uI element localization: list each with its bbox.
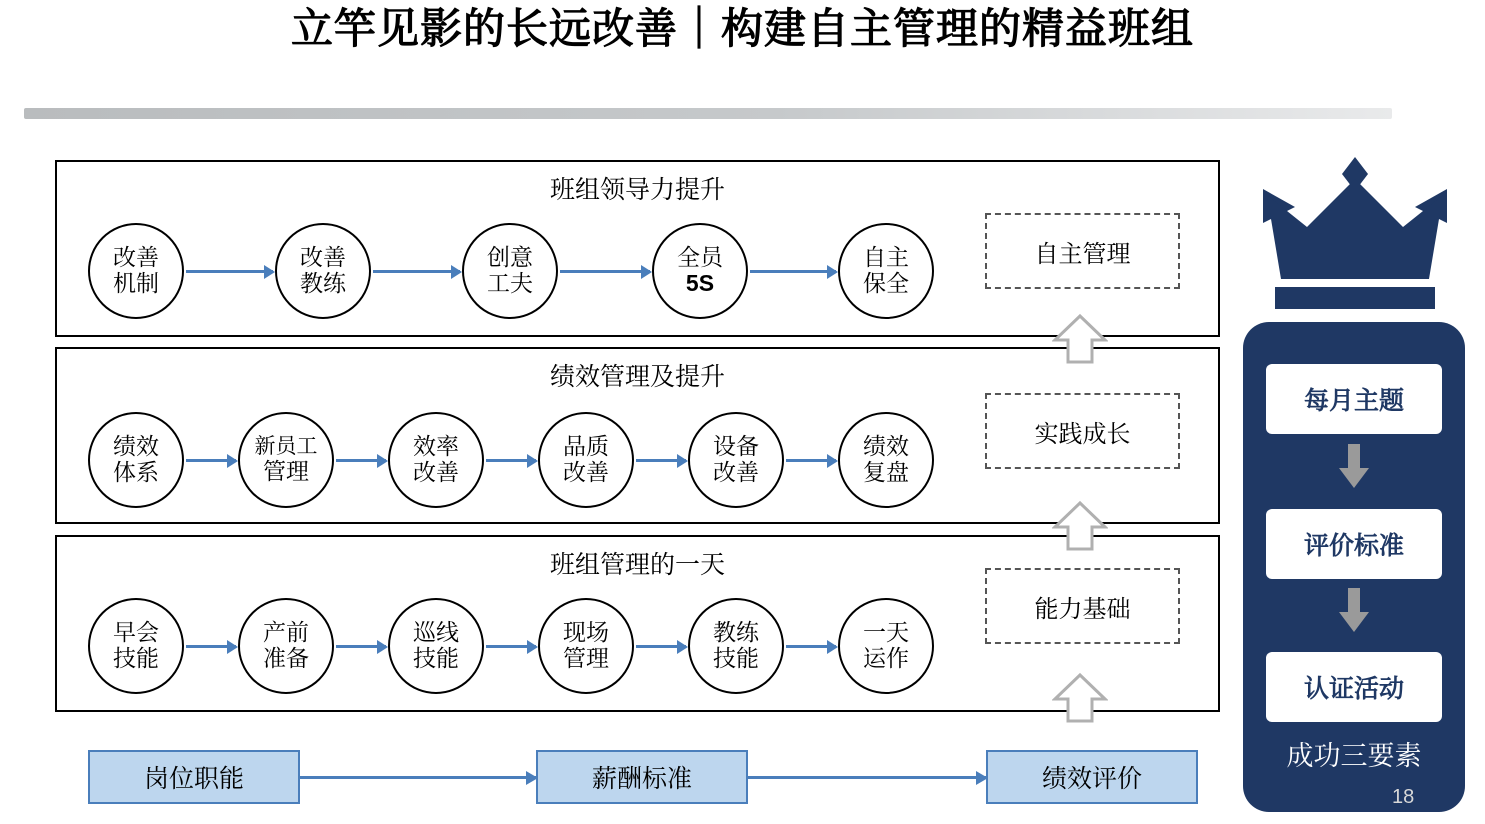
node-circle[interactable]: 绩效 复盘 [838,412,934,508]
row-heading: 班组管理的一天 [549,551,725,579]
node-circle[interactable]: 现场 管理 [538,598,634,694]
success-factor-item[interactable]: 评价标准 [1266,509,1442,579]
down-arrow-icon [1339,444,1369,488]
page-number: 18 [1392,786,1415,808]
flow-arrow [750,270,836,273]
flow-arrow [336,645,386,648]
flow-arrow [373,270,460,273]
node-circle[interactable]: 早会 技能 [88,598,184,694]
node-circle[interactable]: 全员 5S [652,223,748,319]
flow-arrow [186,270,273,273]
node-circle[interactable]: 教练 技能 [688,598,784,694]
node-circle[interactable]: 自主 保全 [838,223,934,319]
node-circle[interactable]: 设备 改善 [688,412,784,508]
foundation-box[interactable]: 岗位职能 [88,750,300,804]
flow-arrow [486,459,536,462]
page-title: 立竿见影的长远改善｜构建自主管理的精益班组 [290,5,1194,52]
success-factors-caption: 成功三要素 [1286,741,1422,771]
flow-arrow [186,645,236,648]
flow-arrow [300,776,536,779]
flow-arrow [748,776,986,779]
up-arrow-icon [1052,500,1108,552]
node-circle[interactable]: 一天 运作 [838,598,934,694]
flow-arrow [636,645,686,648]
node-circle[interactable]: 改善 教练 [275,223,371,319]
success-factors-card [1243,322,1465,812]
row-heading: 班组领导力提升 [549,176,725,204]
success-factor-item[interactable]: 每月主题 [1266,364,1442,434]
row-result-box: 实践成长 [985,393,1180,469]
flow-arrow [186,459,236,462]
node-circle[interactable]: 效率 改善 [388,412,484,508]
success-factor-item[interactable]: 认证活动 [1266,652,1442,722]
flow-arrow [786,645,836,648]
node-circle[interactable]: 产前 准备 [238,598,334,694]
row-result-box: 能力基础 [985,568,1180,644]
node-circle[interactable]: 巡线 技能 [388,598,484,694]
crown-icon [1255,155,1455,310]
flow-arrow [486,645,536,648]
flow-arrow [560,270,650,273]
foundation-box[interactable]: 绩效评价 [986,750,1198,804]
flow-arrow [786,459,836,462]
flow-arrow [336,459,386,462]
flow-arrow [636,459,686,462]
title-divider [24,108,1392,119]
down-arrow-icon [1339,588,1369,632]
node-circle[interactable]: 品质 改善 [538,412,634,508]
node-circle[interactable]: 改善 机制 [88,223,184,319]
up-arrow-icon [1052,672,1108,724]
row-heading: 绩效管理及提升 [549,363,725,391]
node-circle[interactable]: 创意 工夫 [462,223,558,319]
foundation-box[interactable]: 薪酬标准 [536,750,748,804]
node-circle[interactable]: 绩效 体系 [88,412,184,508]
node-circle[interactable]: 新员工 管理 [238,412,334,508]
up-arrow-icon [1052,313,1108,365]
row-result-box: 自主管理 [985,213,1180,289]
